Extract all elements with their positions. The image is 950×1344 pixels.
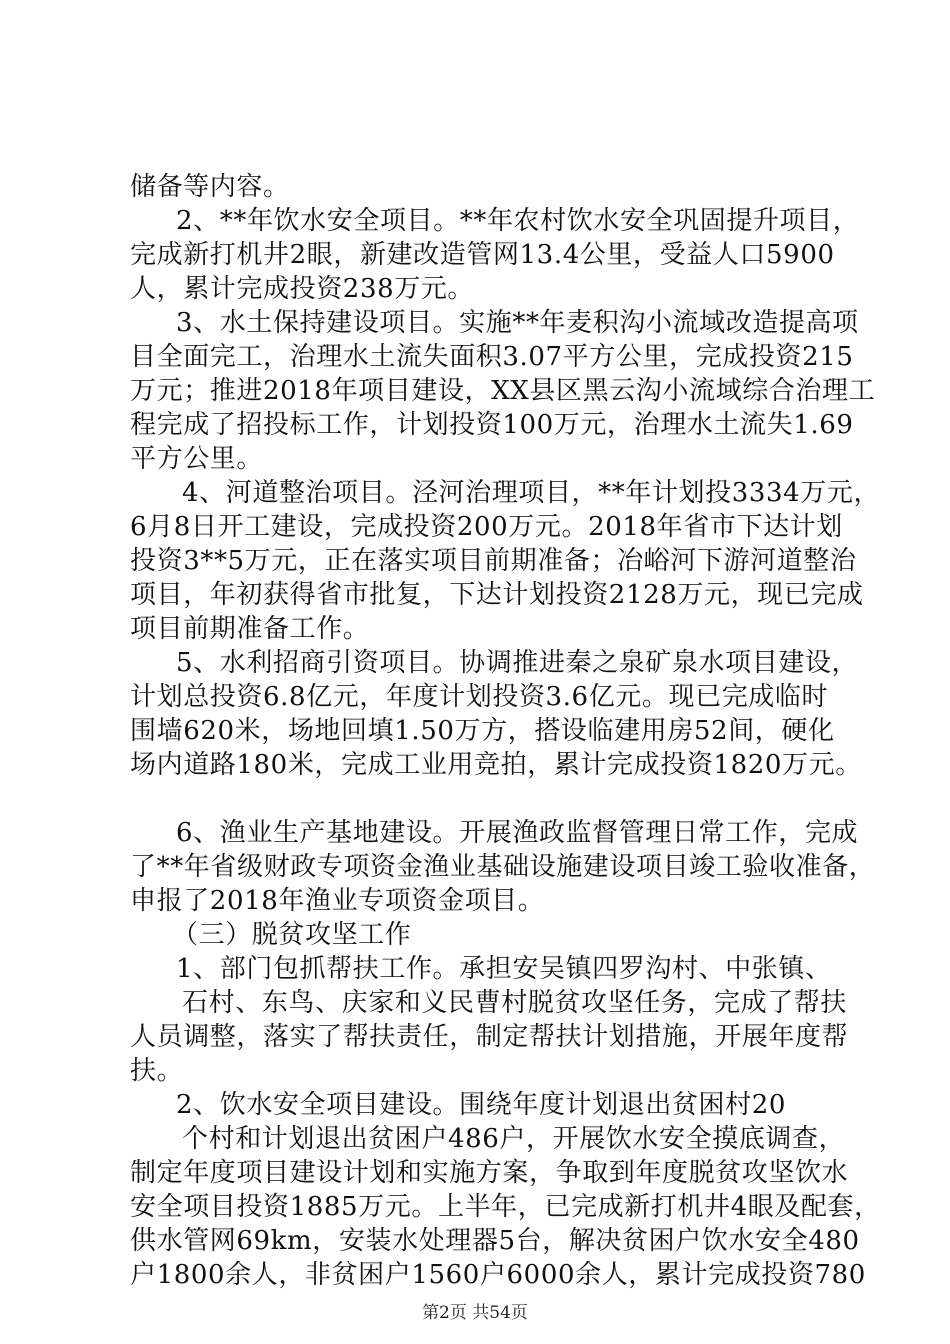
text-line-12: 投资3**5万元，正在落实项目前期准备；冶峪河下游河道整治: [130, 546, 857, 576]
text-line-11: 6月8日开工建设，完成投资200万元。2018年省市下达计划: [130, 512, 843, 542]
text-line-31: 供水管网69km，安装水处理器5台，解决贫困户饮水安全480: [130, 1226, 860, 1256]
text-line-24: 石村、东鸟、庆家和义民曹村脱贫攻坚任务，完成了帮扶: [182, 988, 848, 1018]
text-line-4: 人，累计完成投资238万元。: [130, 274, 475, 304]
text-line-13: 项目，年初获得省市批复，下达计划投资2128万元，现已完成: [130, 580, 864, 610]
text-line-17: 围墙620米，场地回填1.50万方，搭设临建用房52间，硬化: [130, 716, 835, 746]
text-line-8: 程完成了招投标工作，计划投资100万元，治理水土流失1.69: [130, 410, 854, 440]
text-line-16: 计划总投资6.8亿元，年度计划投资3.6亿元。现已完成临时: [130, 682, 829, 712]
page-footer: 第2页 共54页: [422, 1303, 528, 1323]
text-line-7: 万元；推进2018年项目建设，XX县区黑云沟小流域综合治理工: [130, 376, 876, 406]
text-line-15: 5、水利招商引资项目。协调推进秦之泉矿泉水项目建设，: [176, 648, 859, 678]
text-line-19: 6、渔业生产基地建设。开展渔政监督管理日常工作，完成: [176, 818, 859, 848]
text-line-32: 户1800余人，非贫困户1560户6000余人，累计完成投资780: [130, 1260, 866, 1290]
text-line-6: 目全面完工，治理水土流失面积3.07平方公里，完成投资215: [130, 342, 854, 372]
text-line-18: 场内道路180米，完成工业用竞拍，累计完成投资1820万元。: [130, 750, 862, 780]
text-line-9: 平方公里。: [130, 444, 264, 474]
text-line-5: 3、水土保持建设项目。实施**年麦积沟小流域改造提高项: [176, 308, 859, 338]
text-line-26: 扶。: [130, 1056, 184, 1086]
text-line-30: 安全项目投资1885万元。上半年，已完成新打机井4眼及配套，: [130, 1192, 881, 1222]
text-line-21: 申报了2018年渔业专项资金项目。: [130, 886, 545, 916]
text-line-25: 人员调整，落实了帮扶责任，制定帮扶计划措施，开展年度帮: [130, 1022, 849, 1052]
text-line-28: 个村和计划退出贫困户486户，开展饮水安全摸底调查，: [182, 1124, 846, 1154]
section-heading: （三）脱贫攻坚工作: [172, 920, 412, 950]
text-line-1: 储备等内容。: [130, 172, 290, 202]
text-line-20: 了**年省级财政专项资金渔业基础设施建设项目竣工验收准备，: [130, 852, 876, 882]
text-line-29: 制定年度项目建设计划和实施方案，争取到年度脱贫攻坚饮水: [130, 1158, 849, 1188]
text-line-10: 4、河道整治项目。泾河治理项目，**年计划投3334万元，: [182, 478, 881, 508]
text-line-2: 2、**年饮水安全项目。**年农村饮水安全巩固提升项目，: [176, 206, 860, 236]
text-line-23: 1、部门包抓帮扶工作。承担安吴镇四罗沟村、中张镇、: [176, 954, 832, 984]
text-line-14: 项目前期准备工作。: [130, 614, 370, 644]
text-line-3: 完成新打机井2眼，新建改造管网13.4公里，受益人口5900: [130, 240, 835, 270]
text-line-27: 2、饮水安全项目建设。围绕年度计划退出贫困村20: [176, 1090, 787, 1120]
